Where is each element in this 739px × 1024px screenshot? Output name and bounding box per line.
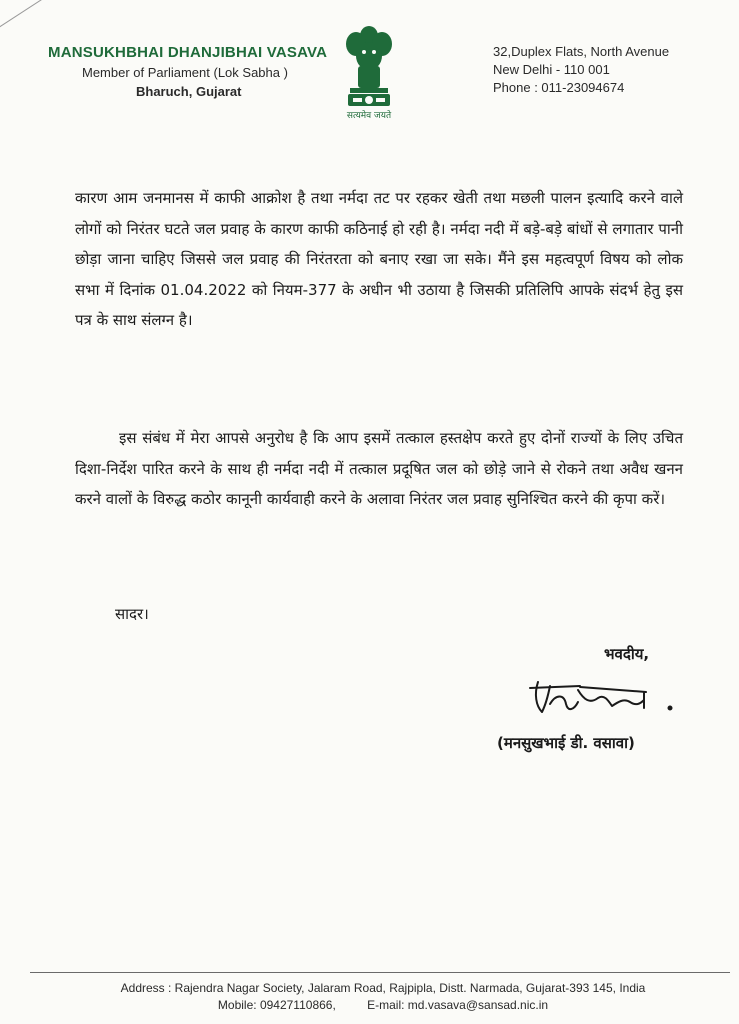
footer-email: E-mail: md.vasava@sansad.nic.in bbox=[367, 998, 549, 1012]
letter-footer bbox=[38, 980, 728, 1014]
body-paragraph-2: इस संबंध में मेरा आपसे अनुरोध है कि आप इसमें तत्काल हस्तक्षेप करते हुए दोनों राज्यों के लिए उचित दिशा-निर्देश पारित करने के साथ ही नर्मदा नदी में तत्काल प्रदूषित जल को छोड़े जाने से रोकने तथा अवैध खनन करने वालों के विरुद्ध कठोर कानूनी कार्यवाही करने के अलावा निरंतर जल प्रवाह सुनिश्चित करने की कृपा करें। bbox=[75, 429, 683, 508]
mp-constituency: Bharuch, Gujarat bbox=[136, 84, 242, 99]
emblem-motto: सत्यमेव जयते bbox=[346, 111, 392, 121]
footer-address: Address : Rajendra Nagar Society, Jalaram Road, Rajpipla, Distt. Narmada, Gujarat-393 145, India bbox=[120, 981, 646, 995]
handwritten-signature bbox=[520, 674, 690, 726]
address-line: 32,Duplex Flats, North Avenue bbox=[493, 44, 670, 59]
closing-salutation: भवदीय, bbox=[604, 645, 650, 663]
mp-name: MANSUKHBHAI DHANJIBHAI VASAVA bbox=[48, 44, 328, 61]
footer-mobile: Mobile: 09427110866, bbox=[217, 998, 336, 1012]
signatory-name: (मनसुखभाई डी. वसावा) bbox=[497, 734, 635, 752]
footer-divider bbox=[30, 972, 730, 973]
state-emblem-icon bbox=[336, 22, 402, 122]
footer-contact bbox=[38, 997, 728, 1014]
address-line: New Delhi - 110 001 bbox=[493, 62, 610, 77]
regards-text: सादर। bbox=[115, 605, 149, 623]
mp-designation: Member of Parliament (Lok Sabha ) bbox=[82, 65, 288, 80]
office-address bbox=[493, 43, 669, 97]
body-paragraph-1: कारण आम जनमानस में काफी आक्रोश है तथा नर्मदा तट पर रहकर खेती तथा मछली पालन इत्यादि करने वाले लोगों को निरंतर घटते जल प्रवाह के कारण काफी कठिनाई हो रही है। नर्मदा नदी में बड़े-बड़े बांधों से लगातार पानी छोड़ा जाना चाहिए जिससे जल प्रवाह की निरंतरता को बनाए रखा जा सके। मैंने इस महत्वपूर्ण विषय को लोक सभा में दिनांक 01.04.2022 को नियम-377 के अधीन भी उठाया है जिसकी प्रतिलिपि आपके संदर्भ हेतु इस पत्र के साथ संलग्न है। bbox=[75, 189, 683, 329]
phone-line: Phone : 011-23094674 bbox=[493, 80, 625, 95]
paper-fold-line bbox=[0, 0, 45, 31]
